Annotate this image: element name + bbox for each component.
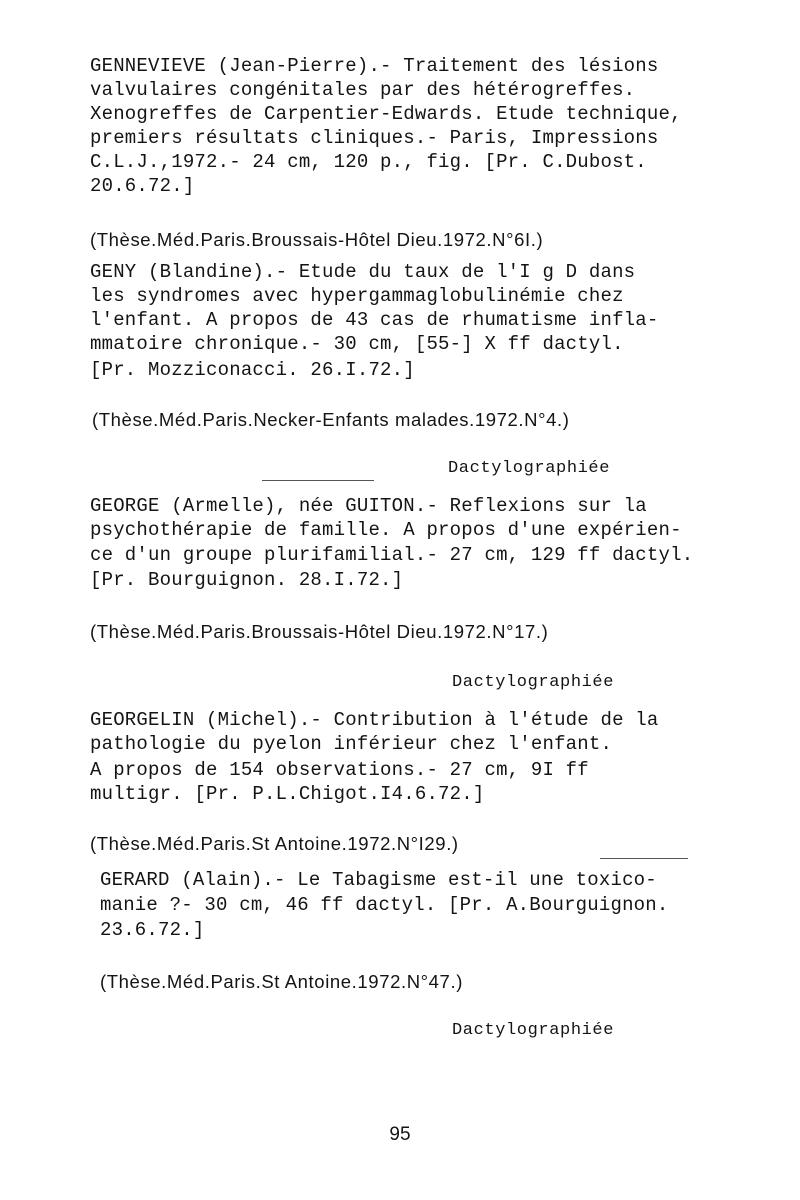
entry-line: multigr. [Pr. P.L.Chigot.I4.6.72.]	[90, 783, 485, 805]
entry-line: GENY (Blandine).- Etude du taux de l'I g D dans	[90, 261, 636, 283]
entry-line: psychothérapie de famille. A propos d'une expérien-	[90, 519, 682, 541]
entry-line: mmatoire chronique.- 30 cm, [55-] X ff dactyl.	[90, 333, 624, 355]
format-note: Dactylographiée	[448, 459, 611, 478]
format-note: Dactylographiée	[452, 1021, 615, 1040]
entry-line: C.L.J.,1972.- 24 cm, 120 p., fig. [Pr. C.Dubost.	[90, 151, 647, 173]
separator-rule	[262, 480, 374, 481]
entry-line: GEORGELIN (Michel).- Contribution à l'étude de la	[90, 709, 659, 731]
entry-line: A propos de 154 observations.- 27 cm, 9I ff	[90, 759, 589, 781]
thesis-reference: (Thèse.Méd.Paris.St Antoine.1972.N°I29.)	[90, 833, 459, 854]
thesis-reference: (Thèse.Méd.Paris.Necker-Enfants malades.1972.N°4.)	[92, 409, 570, 430]
thesis-reference: (Thèse.Méd.Paris.Broussais-Hôtel Dieu.1972.N°17.)	[90, 621, 549, 642]
entry-line: premiers résultats cliniques.- Paris, Impressions	[90, 127, 659, 149]
entry-line: 23.6.72.]	[100, 919, 205, 941]
separator-rule	[600, 858, 688, 859]
entry-line: Xenogreffes de Carpentier-Edwards. Etude technique,	[90, 103, 682, 125]
entry-line: manie ?- 30 cm, 46 ff dactyl. [Pr. A.Bourguignon.	[100, 894, 669, 916]
entry-line: l'enfant. A propos de 43 cas de rhumatisme infla-	[90, 309, 659, 331]
format-note: Dactylographiée	[452, 673, 615, 692]
entry-line: les syndromes avec hypergammaglobulinémie chez	[90, 285, 624, 307]
thesis-reference: (Thèse.Méd.Paris.Broussais-Hôtel Dieu.1972.N°6I.)	[90, 229, 544, 250]
entry-line: GENNEVIEVE (Jean-Pierre).- Traitement des lésions	[90, 55, 659, 77]
entry-line: GEORGE (Armelle), née GUITON.- Reflexions sur la	[90, 495, 647, 517]
page-number: 95	[389, 1124, 411, 1145]
entry-line: valvulaires congénitales par des hétérogreffes.	[90, 79, 636, 101]
entry-line: GERARD (Alain).- Le Tabagisme est-il une toxico-	[100, 869, 657, 891]
thesis-reference: (Thèse.Méd.Paris.St Antoine.1972.N°47.)	[100, 971, 463, 992]
entry-line: pathologie du pyelon inférieur chez l'enfant.	[90, 733, 613, 755]
entry-line: 20.6.72.]	[90, 175, 195, 197]
entry-line: ce d'un groupe plurifamilial.- 27 cm, 129 ff dactyl.	[90, 544, 694, 566]
entry-line: [Pr. Bourguignon. 28.I.72.]	[90, 569, 404, 591]
entry-line: [Pr. Mozziconacci. 26.I.72.]	[90, 359, 415, 381]
